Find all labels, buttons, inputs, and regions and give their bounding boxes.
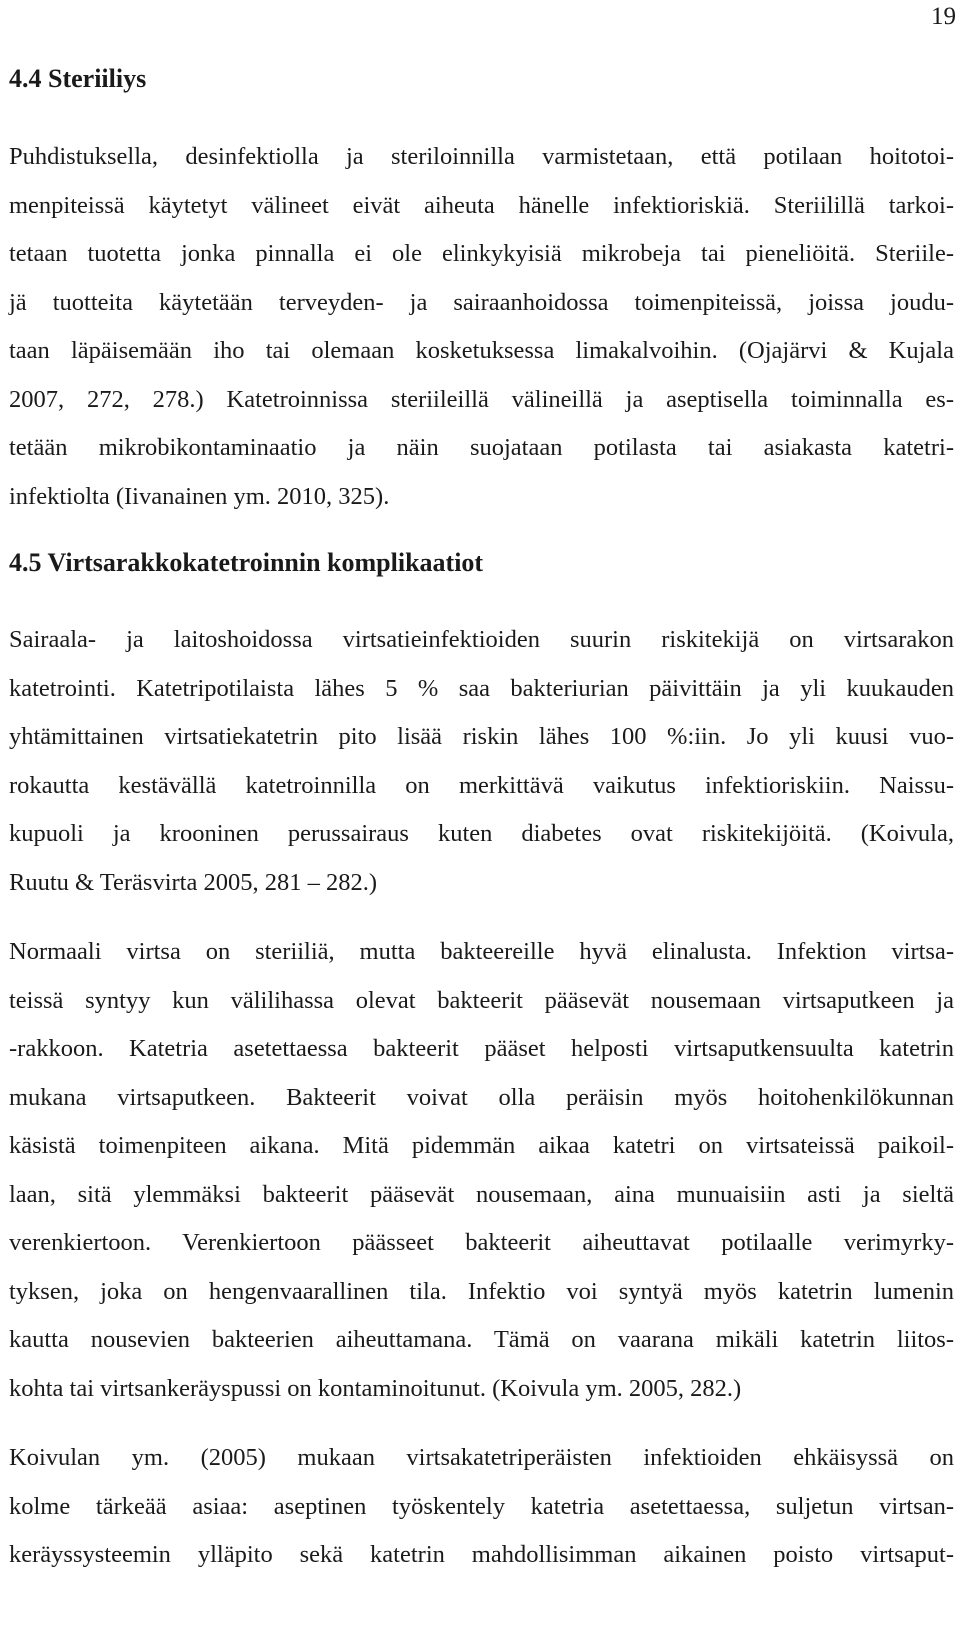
text-line: teissä syntyy kun välilihassa olevat bakteerit pääsevät nousemaan virtsaputkeen ja [9,986,954,1014]
text-line: jä tuotteita käytetään terveyden- ja sairaanhoidossa toimenpiteissä, joissa joudu- [9,288,954,316]
text-line: tetaan tuotetta jonka pinnalla ei ole elinkykyisiä mikrobeja tai pieneliöitä. Steriile- [9,240,954,267]
text-line: kautta nousevien bakteerien aiheuttamana. Tämä on vaarana mikäli katetrin liitos- [9,1326,954,1353]
text-line: 2007, 272, 278.) Katetroinnissa steriileillä välineillä ja aseptisella toiminnalla es- [9,385,954,413]
text-line: Normaali virtsa on steriiliä, mutta bakteereille hyvä elinalusta. Infektion virtsa- [9,938,954,965]
text-line: Puhdistuksella, desinfektiolla ja steriloinnilla varmistetaan, että potilaan hoitotoi- [9,143,954,170]
text-line: -rakkoon. Katetria asetettaessa bakteerit pääset helposti virtsaputkensuulta katetrin [9,1035,954,1062]
paragraph-komplikaatiot-1 [9,616,954,907]
text-line: kolme tärkeää asiaa: aseptinen työskentely katetria asetettaessa, suljetun virtsan- [9,1492,954,1520]
text-line: laan, sitä ylemmäksi bakteerit pääsevät nousemaan, aina munuaisiin asti ja sieltä [9,1180,954,1208]
text-line: yhtämittainen virtsatiekatetrin pito lisää riskin lähes 100 %:iin. Jo yli kuusi vuo- [9,723,954,750]
text-line: menpiteissä käytetyt välineet eivät aiheuta hänelle infektioriskiä. Steriilillä tarkoi- [9,191,954,219]
text-line: Ruutu & Teräsvirta 2005, 281 – 282.) [9,868,378,896]
section-heading-4-5: 4.5 Virtsarakkokatetroinnin komplikaatiot [9,548,484,577]
text-line: tetään mikrobikontaminaatio ja näin suojataan potilasta tai asiakasta katetri- [9,434,954,461]
text-line: katetrointi. Katetripotilaista lähes 5 % saa bakteriurian päivittäin ja yli kuukauden [9,674,954,702]
text-line: kohta tai virtsankeräyspussi on kontaminoitunut. (Koivula ym. 2005, 282.) [9,1374,742,1402]
text-line: keräyssysteemin ylläpito sekä katetrin mahdollisimman aikainen poisto virtsaput- [9,1541,954,1568]
text-line: mukana virtsaputkeen. Bakteerit voivat olla peräisin myös hoitohenkilökunnan [9,1083,954,1111]
text-line: infektiolta (Iivanainen ym. 2010, 325). [9,482,390,510]
text-line: käsistä toimenpiteen aikana. Mitä pidemmän aikaa katetri on virtsateissä paikoil- [9,1132,954,1159]
page-number: 19 [931,3,956,30]
text-line: tyksen, joka on hengenvaarallinen tila. Infektio voi syntyä myös katetrin lumenin [9,1277,954,1305]
paragraph-komplikaatiot-3 [9,1434,954,1580]
text-line: kupuoli ja krooninen perussairaus kuten diabetes ovat riskitekijöitä. (Koivula, [9,820,954,847]
paragraph-steriiliys [9,133,954,521]
text-line: Koivulan ym. (2005) mukaan virtsakatetriperäisten infektioiden ehkäisyssä on [9,1444,954,1471]
text-line: Sairaala- ja laitoshoidossa virtsatieinfektioiden suurin riskitekijä on virtsarakon [9,626,954,653]
text-line: taan läpäisemään iho tai olemaan kosketuksessa limakalvoihin. (Ojajärvi & Kujala [9,337,954,364]
text-line: verenkiertoon. Verenkiertoon päässeet bakteerit aiheuttavat potilaalle verimyrky- [9,1229,954,1256]
text-line: rokautta kestävällä katetroinnilla on merkittävä vaikutus infektioriskiin. Naissu- [9,771,954,799]
paragraph-komplikaatiot-2 [9,928,954,1413]
section-heading-4-4: 4.4 Steriiliys [9,64,147,93]
